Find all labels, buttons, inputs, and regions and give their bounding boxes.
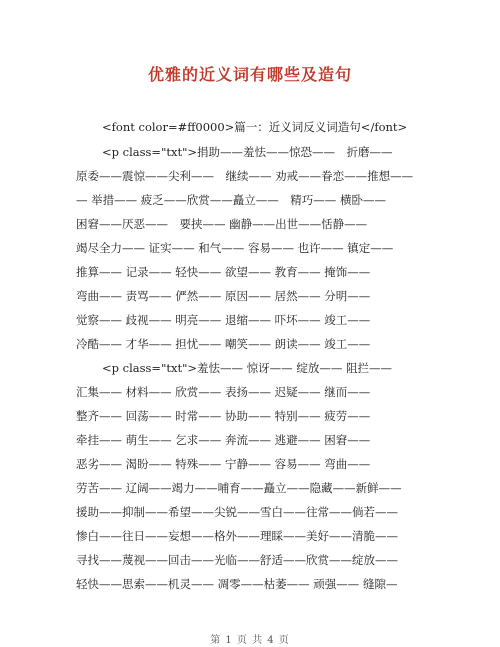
text-line: <font color=#ff0000>篇一：近义词反义词造句</font>	[102, 120, 408, 134]
text-line: 原委——震惊——尖利—— 继续—— 劝戒——眷恋——推想——	[76, 169, 414, 183]
text-line: 恶劣—— 渴盼—— 特殊—— 宁静—— 容易—— 弯曲——	[76, 457, 371, 471]
page-title: 优雅的近义词有哪些及造句	[147, 65, 352, 84]
text-line: <p class="txt">捐助——羞怯——惊恐—— 折磨——	[102, 145, 393, 159]
text-line: 寻找——蔑视——回击——光临——舒适——欣赏——绽放——	[76, 553, 398, 567]
text-line: 竭尽全力—— 证实—— 和气—— 容易—— 也许—— 镇定——	[76, 241, 394, 255]
text-line: 推算—— 记录—— 轻快—— 欲望—— 教育—— 掩饰——	[76, 265, 371, 279]
page-number-footer: 第 1 页 共 4 页	[210, 635, 290, 646]
text-line: — 举措—— 疲乏——欣赏——矗立—— 精巧—— 横卧——	[76, 193, 386, 207]
text-line: 整齐—— 回荡—— 时常—— 协助—— 特别—— 疲劳——	[76, 409, 371, 423]
text-line: 困窘——厌恶—— 要挟—— 幽静——出世——恬静——	[76, 217, 368, 231]
text-line: 觉察—— 歧视—— 明亮—— 退缩—— 吓坏—— 竣工——	[76, 313, 371, 327]
text-line: 弯曲—— 责骂—— 俨然—— 原因—— 居然—— 分明——	[76, 289, 371, 303]
text-line: 轻快——思索——机灵—— 凋零——枯萎—— 顽强—— 缝隙—	[76, 577, 398, 591]
text-line: <p class="txt">羞怯—— 惊讶—— 绽放—— 阻拦——	[102, 361, 392, 375]
text-line: 惨白——往日——妄想——格外——理睬——美好——清脆——	[76, 529, 398, 543]
text-line: 冷酷—— 才华—— 担忧—— 嘲笑—— 朗读—— 竣工——	[76, 337, 371, 351]
text-line: 劳苦—— 辽阔——竭力——哺育——矗立——隐藏——新鲜——	[76, 481, 402, 495]
text-line: 汇集—— 材料—— 欣赏—— 表扬—— 迟疑—— 继而——	[76, 385, 371, 399]
text-line: 援助——抑制——希望——尖锐——雪白——往常——倘若——	[76, 505, 398, 519]
text-line: 牵挂—— 萌生—— 乞求—— 奔流—— 逃避—— 困窘——	[76, 433, 371, 447]
